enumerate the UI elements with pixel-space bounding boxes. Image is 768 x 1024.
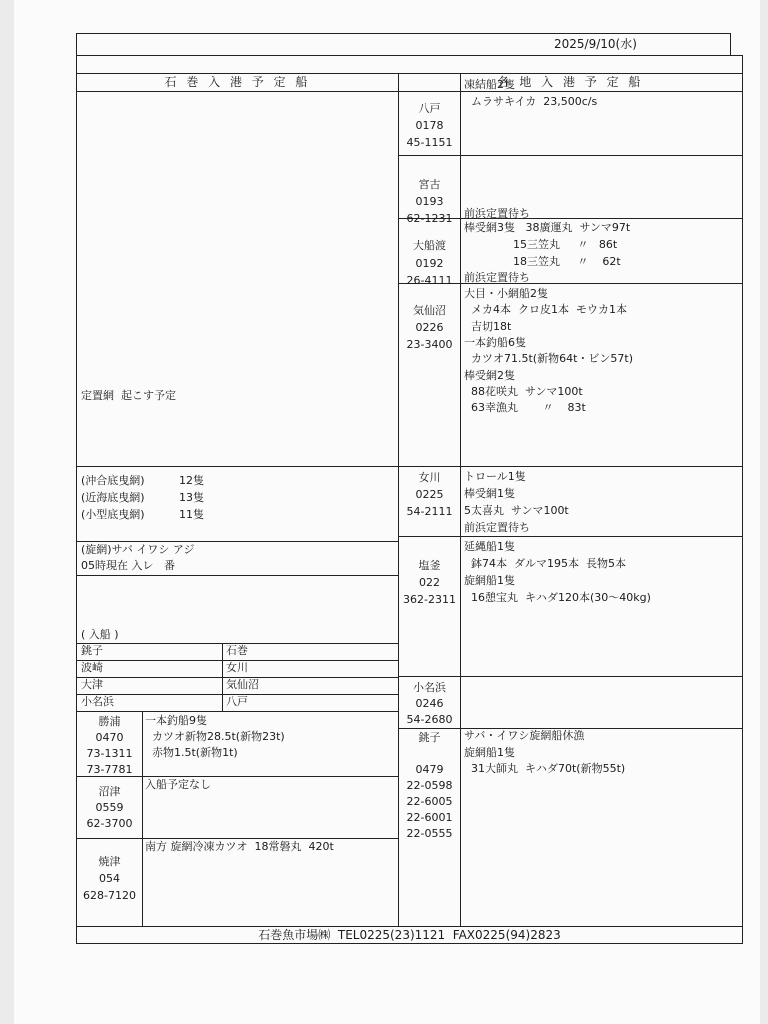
port-detail-line: 旋網船1隻 (464, 746, 515, 759)
port-phone: 0178 (415, 119, 444, 132)
port-name-miyako: 宮古 (418, 178, 441, 191)
trawl-count: 13隻 (179, 491, 204, 504)
port-detail-line: 16憩宝丸 キハダ120本(30～40kg) (464, 591, 651, 604)
port-detail-line: 入船予定なし (145, 778, 211, 791)
port-detail-line: 一本釣船9隻 (145, 714, 207, 727)
seine-status: 05時現在 入レ 番 (81, 559, 175, 572)
seine-title: (旋網)サバ イワシ アジ (81, 543, 195, 556)
arrival-right: 八戸 (226, 695, 248, 708)
port-phone: 022 (419, 576, 440, 589)
port-detail-line: 前浜定置待ち (464, 207, 530, 220)
port-phone: 22-6005 (406, 795, 453, 808)
port-detail-line: 88花咲丸 サンマ100t (464, 385, 583, 398)
regional-section-header: 各 地 入 港 予 定 船 (497, 75, 644, 89)
trawl-name: (小型底曳網) (81, 508, 145, 521)
port-phone: 54-2111 (406, 505, 453, 518)
port-name-numazu: 沼津 (98, 785, 121, 798)
port-detail-line: 棒受網3隻 38廣運丸 サンマ97t (464, 221, 631, 234)
port-detail-line: 棒受網1隻 (464, 487, 515, 500)
port-detail-line: 15三笠丸 〃 86t (464, 238, 618, 251)
port-phone: 62-1231 (406, 212, 453, 225)
port-detail-line: メカ4本 クロ皮1本 モウカ1本 (464, 303, 627, 316)
port-detail-line: 31大師丸 キハダ70t(新物55t) (464, 762, 626, 775)
port-phone: 0470 (95, 731, 124, 744)
port-detail-line: トロール1隻 (464, 470, 526, 483)
port-name-yaizu: 焼津 (98, 855, 121, 868)
arrival-left: 小名浜 (81, 695, 114, 708)
port-phone: 23-3400 (406, 338, 453, 351)
port-detail-line: 18三笠丸 〃 62t (464, 255, 621, 268)
port-name-katsuura: 勝浦 (98, 715, 121, 728)
port-detail-line: 南方 旋網冷凍カツオ 18常磐丸 420t (145, 840, 334, 853)
port-name-kesennuma: 気仙沼 (413, 304, 446, 317)
port-phone: 73-7781 (86, 763, 133, 776)
port-phone: 22-0598 (406, 779, 453, 792)
port-phone: 362-2311 (403, 593, 456, 606)
arrival-left: 大津 (81, 678, 103, 691)
teichi-note: 定置網 起こす予定 (81, 389, 176, 402)
arrival-right: 女川 (226, 661, 248, 674)
port-phone: 0226 (415, 321, 444, 334)
port-phone: 628-7120 (83, 889, 136, 902)
port-detail-line: 延縄船1隻 (464, 540, 515, 553)
port-detail-line: 鉢74本 ダルマ195本 長物5本 (464, 557, 626, 570)
port-detail-line: 63幸漁丸 〃 83t (464, 401, 586, 414)
port-detail-line: カツオ71.5t(新物64t・ビン57t) (464, 352, 634, 365)
port-detail-line: 赤物1.5t(新物1t) (145, 746, 238, 759)
port-name-choshi: 銚子 (418, 731, 441, 744)
port-phone: 62-3700 (86, 817, 133, 830)
port-phone: 0193 (415, 195, 444, 208)
arrival-right: 気仙沼 (226, 678, 259, 691)
port-detail-line: 凍結船2隻 (464, 78, 515, 91)
paper-sheet (14, 0, 760, 1024)
port-phone: 73-1311 (86, 747, 133, 760)
document-date: 2025/9/10(水) (554, 37, 637, 51)
port-phone: 22-6001 (406, 811, 453, 824)
footer-contact: 石巻魚市場㈱ TEL0225(23)1121 FAX0225(94)2823 (258, 928, 561, 942)
port-phone: 45-1151 (406, 136, 453, 149)
port-detail-line: 一本釣船6隻 (464, 336, 526, 349)
port-detail-line: 前浜定置待ち (464, 521, 530, 534)
ishinomaki-section-header: 石 巻 入 港 予 定 船 (164, 75, 311, 89)
port-detail-line: ムラサキイカ 23,500c/s (464, 95, 598, 108)
port-detail-line: 吉切18t (464, 320, 512, 333)
port-name-hachinohe: 八戸 (418, 102, 441, 115)
port-phone: 0559 (95, 801, 124, 814)
trawl-count: 12隻 (179, 474, 204, 487)
port-detail-line: サバ・イワシ旋網船休漁 (464, 729, 585, 742)
port-name-shiogama: 塩釜 (418, 559, 441, 572)
port-phone: 0246 (415, 697, 444, 710)
port-phone: 26-4111 (406, 274, 453, 287)
port-phone: 0192 (415, 257, 444, 270)
port-phone: 22-0555 (406, 827, 453, 840)
port-detail-line: 大目・小網船2隻 (464, 287, 548, 300)
arrivals-label: ( 入船 ) (81, 628, 119, 641)
arrival-left: 銚子 (81, 644, 103, 657)
trawl-name: (近海底曳網) (81, 491, 145, 504)
port-name-onagawa: 女川 (418, 471, 441, 484)
port-name-onahama: 小名浜 (413, 681, 446, 694)
port-phone: 54-2680 (406, 713, 453, 726)
port-detail-line: 棒受網2隻 (464, 369, 515, 382)
port-phone: 054 (99, 872, 120, 885)
port-name-ofunato: 大船渡 (413, 239, 446, 252)
port-phone: 0225 (415, 488, 444, 501)
port-phone: 0479 (415, 763, 444, 776)
trawl-count: 11隻 (179, 508, 204, 521)
port-detail-line: 5太喜丸 サンマ100t (464, 504, 569, 517)
trawl-name: (沖合底曳網) (81, 474, 145, 487)
port-detail-line: 旋網船1隻 (464, 574, 515, 587)
port-detail-line: カツオ新物28.5t(新物23t) (145, 730, 285, 743)
arrival-left: 波崎 (81, 661, 103, 674)
port-detail-line: 前浜定置待ち (464, 271, 530, 284)
arrival-right: 石巻 (226, 644, 248, 657)
